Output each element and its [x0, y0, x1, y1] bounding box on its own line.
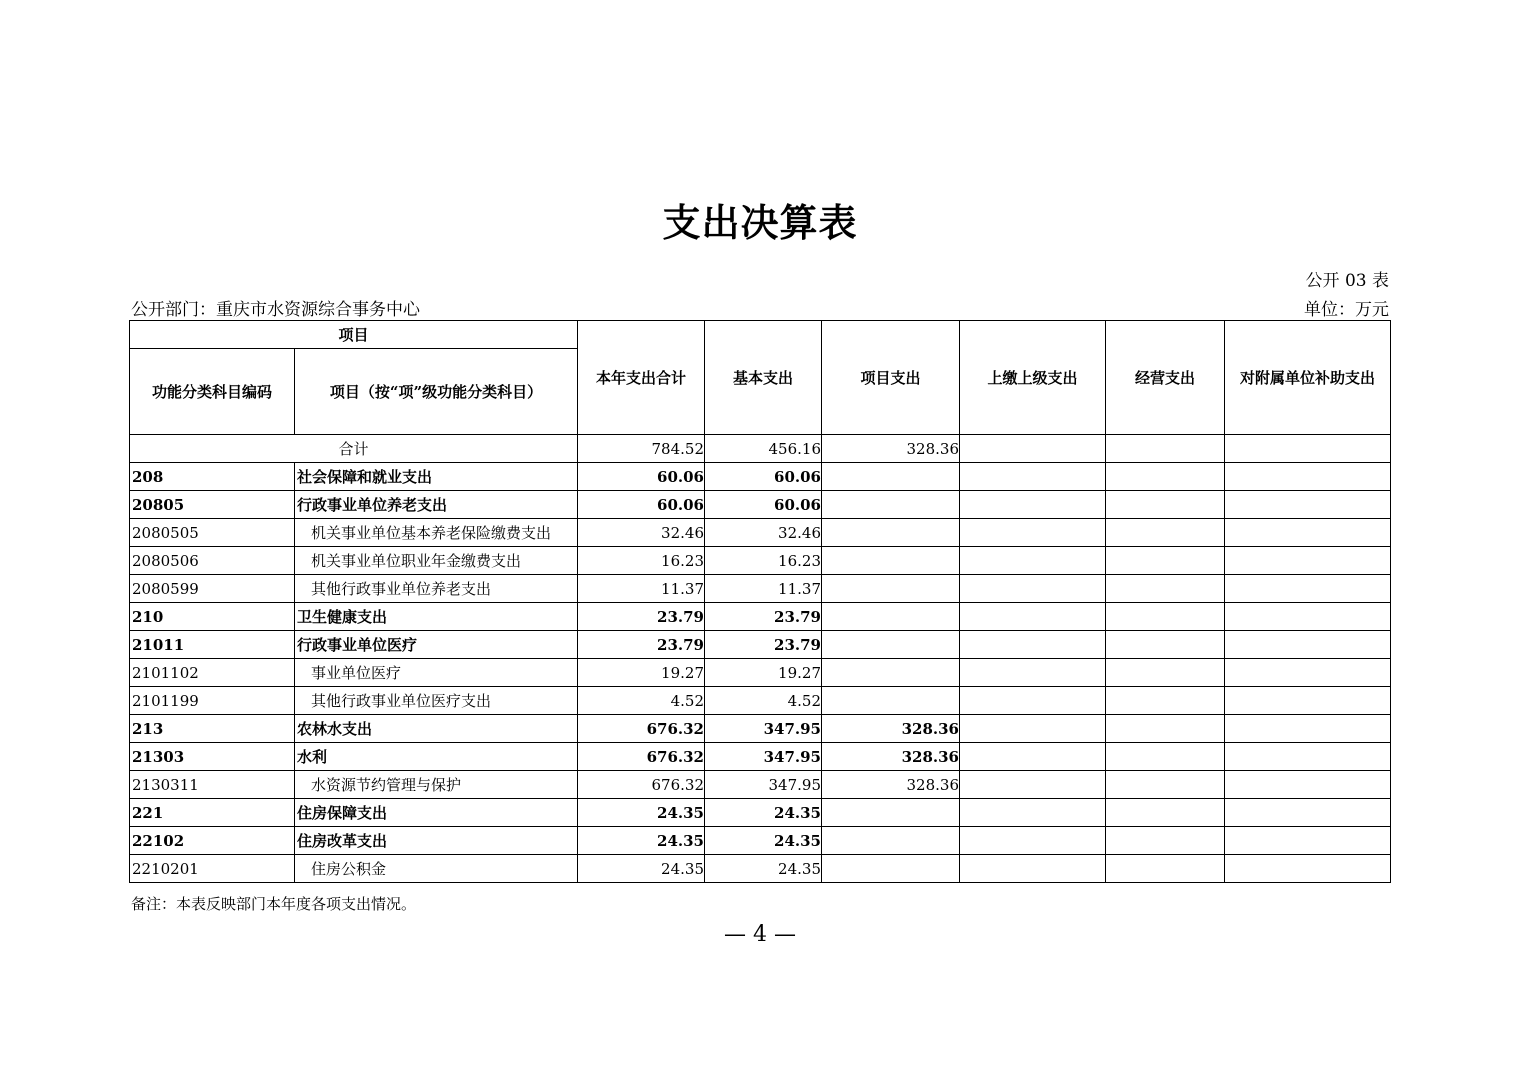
cell-upper: [960, 827, 1106, 855]
cell-total: 676.32: [578, 743, 705, 771]
cell-project: [822, 603, 960, 631]
cell-basic: 23.79: [705, 603, 822, 631]
total-basic: 456.16: [705, 435, 822, 463]
cell-business: [1106, 855, 1225, 883]
cell-upper: [960, 631, 1106, 659]
cell-subsidy: [1225, 687, 1391, 715]
total-label: 合计: [130, 435, 578, 463]
cell-business: [1106, 659, 1225, 687]
cell-basic: 11.37: [705, 575, 822, 603]
cell-upper: [960, 491, 1106, 519]
table-row: [130, 771, 1391, 799]
cell-name: 机关事业单位基本养老保险缴费支出: [295, 519, 578, 547]
cell-code: 2210201: [130, 855, 295, 883]
cell-code: 2101102: [130, 659, 295, 687]
cell-name: 农林水支出: [295, 715, 578, 743]
cell-upper: [960, 603, 1106, 631]
cell-project: [822, 799, 960, 827]
cell-code: 221: [130, 799, 295, 827]
table-row: [130, 575, 1391, 603]
header-item-group: 项目: [130, 321, 578, 349]
cell-name: 行政事业单位医疗: [295, 631, 578, 659]
cell-upper: [960, 575, 1106, 603]
cell-upper: [960, 463, 1106, 491]
cell-name: 卫生健康支出: [295, 603, 578, 631]
cell-name: 其他行政事业单位养老支出: [295, 575, 578, 603]
department-label: 公开部门：重庆市水资源综合事务中心: [131, 300, 420, 320]
cell-upper: [960, 547, 1106, 575]
cell-code: 208: [130, 463, 295, 491]
cell-total: 23.79: [578, 603, 705, 631]
header-business: 经营支出: [1106, 321, 1225, 435]
cell-basic: 24.35: [705, 855, 822, 883]
table-row: [130, 743, 1391, 771]
unit-label: 单位：万元: [1304, 300, 1389, 320]
table-row: [130, 855, 1391, 883]
cell-total: 23.79: [578, 631, 705, 659]
cell-basic: 347.95: [705, 743, 822, 771]
cell-project: [822, 631, 960, 659]
cell-project: 328.36: [822, 771, 960, 799]
cell-total: 676.32: [578, 771, 705, 799]
cell-name: 其他行政事业单位医疗支出: [295, 687, 578, 715]
cell-total: 676.32: [578, 715, 705, 743]
cell-code: 213: [130, 715, 295, 743]
cell-business: [1106, 491, 1225, 519]
header-name: 项目（按“项”级功能分类科目）: [295, 349, 578, 435]
cell-total: 19.27: [578, 659, 705, 687]
cell-name: 住房改革支出: [295, 827, 578, 855]
cell-business: [1106, 743, 1225, 771]
cell-business: [1106, 771, 1225, 799]
cell-total: 4.52: [578, 687, 705, 715]
form-number: 公开 03 表: [1305, 271, 1389, 291]
cell-basic: 24.35: [705, 799, 822, 827]
cell-basic: 19.27: [705, 659, 822, 687]
cell-basic: 16.23: [705, 547, 822, 575]
total-upper: [960, 435, 1106, 463]
cell-basic: 347.95: [705, 715, 822, 743]
total-project: 328.36: [822, 435, 960, 463]
expenditure-table: [129, 320, 1391, 883]
table-row: [130, 519, 1391, 547]
cell-subsidy: [1225, 547, 1391, 575]
cell-subsidy: [1225, 715, 1391, 743]
cell-basic: 24.35: [705, 827, 822, 855]
cell-project: 328.36: [822, 715, 960, 743]
total-business: [1106, 435, 1225, 463]
table-row: [130, 463, 1391, 491]
cell-upper: [960, 687, 1106, 715]
cell-subsidy: [1225, 575, 1391, 603]
cell-upper: [960, 715, 1106, 743]
cell-business: [1106, 463, 1225, 491]
cell-business: [1106, 715, 1225, 743]
cell-name: 社会保障和就业支出: [295, 463, 578, 491]
cell-total: 24.35: [578, 799, 705, 827]
cell-basic: 60.06: [705, 463, 822, 491]
cell-total: 24.35: [578, 855, 705, 883]
cell-project: [822, 547, 960, 575]
cell-total: 24.35: [578, 827, 705, 855]
cell-basic: 4.52: [705, 687, 822, 715]
cell-name: 事业单位医疗: [295, 659, 578, 687]
cell-upper: [960, 659, 1106, 687]
total-subsidy: [1225, 435, 1391, 463]
cell-subsidy: [1225, 827, 1391, 855]
cell-subsidy: [1225, 855, 1391, 883]
cell-subsidy: [1225, 603, 1391, 631]
cell-code: 2080505: [130, 519, 295, 547]
table-row: [130, 659, 1391, 687]
header-project: 项目支出: [822, 321, 960, 435]
table-row: [130, 547, 1391, 575]
cell-total: 60.06: [578, 491, 705, 519]
cell-project: [822, 827, 960, 855]
cell-project: [822, 491, 960, 519]
cell-basic: 347.95: [705, 771, 822, 799]
table-body: [130, 435, 1391, 883]
header-upper: 上缴上级支出: [960, 321, 1106, 435]
total-row: [130, 435, 1391, 463]
table-row: [130, 687, 1391, 715]
table-row: [130, 631, 1391, 659]
cell-business: [1106, 799, 1225, 827]
cell-subsidy: [1225, 659, 1391, 687]
page-title: 支出决算表: [662, 200, 858, 245]
cell-subsidy: [1225, 799, 1391, 827]
table-row: [130, 799, 1391, 827]
cell-business: [1106, 603, 1225, 631]
table-row: [130, 715, 1391, 743]
cell-name: 机关事业单位职业年金缴费支出: [295, 547, 578, 575]
cell-business: [1106, 631, 1225, 659]
cell-business: [1106, 575, 1225, 603]
header-basic: 基本支出: [705, 321, 822, 435]
cell-code: 210: [130, 603, 295, 631]
cell-project: [822, 463, 960, 491]
cell-project: [822, 687, 960, 715]
cell-name: 住房保障支出: [295, 799, 578, 827]
cell-total: 32.46: [578, 519, 705, 547]
cell-subsidy: [1225, 519, 1391, 547]
cell-code: 2101199: [130, 687, 295, 715]
cell-basic: 32.46: [705, 519, 822, 547]
cell-project: [822, 855, 960, 883]
cell-upper: [960, 771, 1106, 799]
cell-code: 2130311: [130, 771, 295, 799]
cell-business: [1106, 687, 1225, 715]
cell-code: 21303: [130, 743, 295, 771]
cell-subsidy: [1225, 491, 1391, 519]
cell-project: [822, 519, 960, 547]
cell-code: 2080599: [130, 575, 295, 603]
cell-business: [1106, 519, 1225, 547]
cell-basic: 60.06: [705, 491, 822, 519]
cell-code: 2080506: [130, 547, 295, 575]
table-row: [130, 491, 1391, 519]
header-total: 本年支出合计: [578, 321, 705, 435]
cell-name: 水资源节约管理与保护: [295, 771, 578, 799]
cell-subsidy: [1225, 463, 1391, 491]
cell-upper: [960, 743, 1106, 771]
cell-code: 22102: [130, 827, 295, 855]
page-number: — 4 —: [724, 922, 796, 947]
cell-basic: 23.79: [705, 631, 822, 659]
cell-project: [822, 575, 960, 603]
cell-project: [822, 659, 960, 687]
cell-total: 16.23: [578, 547, 705, 575]
table-row: [130, 827, 1391, 855]
cell-subsidy: [1225, 743, 1391, 771]
cell-upper: [960, 855, 1106, 883]
cell-total: 11.37: [578, 575, 705, 603]
cell-business: [1106, 827, 1225, 855]
header-code: 功能分类科目编码: [130, 349, 295, 435]
cell-upper: [960, 519, 1106, 547]
total-total: 784.52: [578, 435, 705, 463]
cell-upper: [960, 799, 1106, 827]
cell-project: 328.36: [822, 743, 960, 771]
cell-subsidy: [1225, 771, 1391, 799]
cell-code: 21011: [130, 631, 295, 659]
cell-name: 水利: [295, 743, 578, 771]
cell-name: 行政事业单位养老支出: [295, 491, 578, 519]
cell-code: 20805: [130, 491, 295, 519]
cell-business: [1106, 547, 1225, 575]
cell-name: 住房公积金: [295, 855, 578, 883]
table-row: [130, 603, 1391, 631]
cell-total: 60.06: [578, 463, 705, 491]
footnote: 备注：本表反映部门本年度各项支出情况。: [131, 895, 417, 913]
header-subsidy: 对附属单位补助支出: [1225, 321, 1391, 435]
cell-subsidy: [1225, 631, 1391, 659]
